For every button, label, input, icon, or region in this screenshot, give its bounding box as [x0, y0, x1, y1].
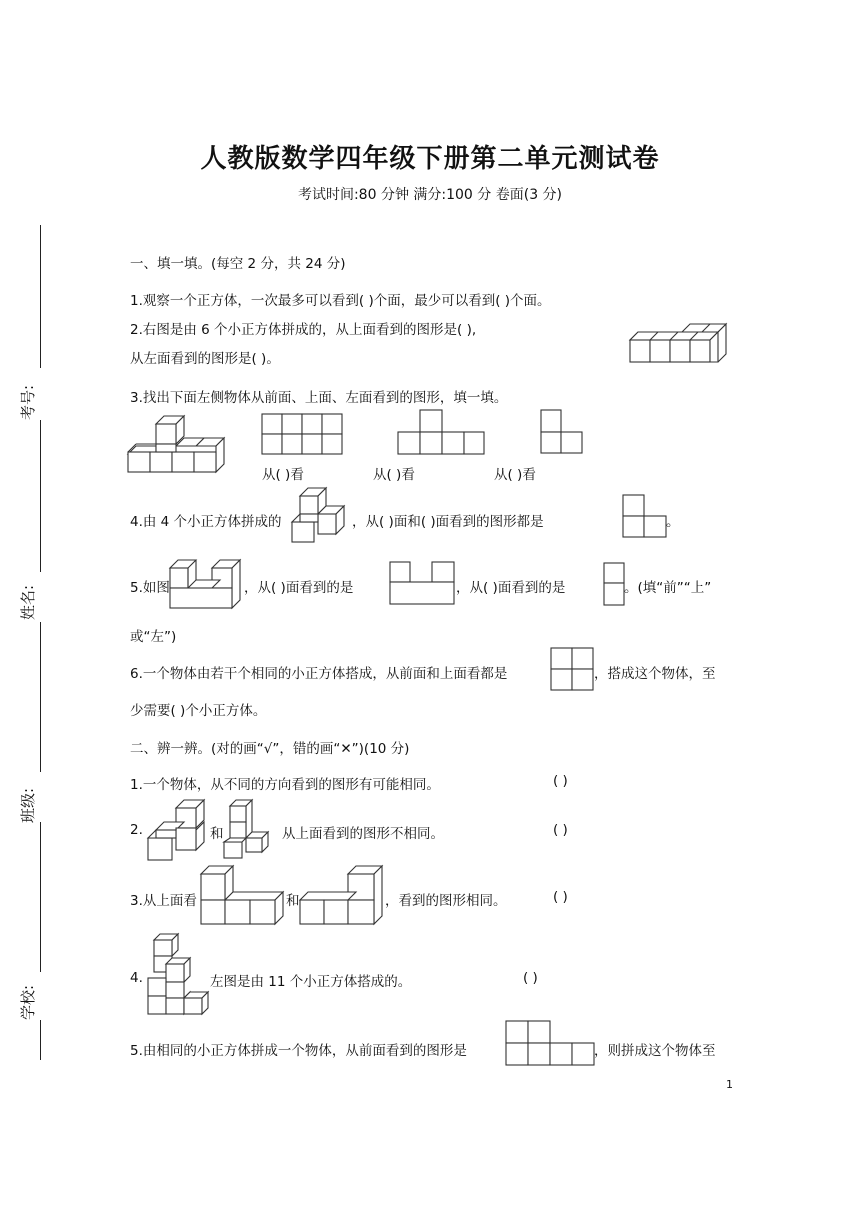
- s1-question-1: 1.观察一个正方体，一次最多可以看到( )个面，最少可以看到( )个面。: [130, 293, 551, 309]
- s1-question-5-d: 。(填“前”“上”: [624, 580, 712, 596]
- binding-line: [40, 225, 41, 368]
- s2-question-1: 1.一个物体，从不同的方向看到的图形有可能相同。: [130, 777, 440, 793]
- s1-question-4-c: 。: [666, 514, 680, 530]
- section1-heading: 一、填一填。(每空 2 分，共 24 分): [130, 256, 346, 272]
- q3-view-grid-c: [541, 410, 587, 456]
- page-number: 1: [726, 1078, 733, 1091]
- figure-s2q2-object-b: [224, 800, 274, 862]
- s1-question-5-b: ，从( )面看到的是: [244, 580, 354, 596]
- label-class: 班级:: [19, 787, 38, 824]
- section2-heading: 二、辨一辨。(对的画“√”，错的画“✕”)(10 分): [130, 741, 410, 757]
- figure-q5-object: [170, 560, 244, 610]
- q3-view-grid-a: [262, 414, 346, 456]
- figure-q3-object: [128, 416, 230, 476]
- s1-question-6-line2: 少需要( )个小正方体。: [130, 703, 267, 719]
- binding-line: [40, 1020, 41, 1060]
- s1-question-2-line1: 2.右图是由 6 个小正方体拼成的，从上面看到的图形是( ),: [130, 322, 477, 338]
- label-exam-number: 考号:: [19, 384, 38, 421]
- q6-view-grid: [551, 648, 597, 692]
- s1-question-6-a: 6.一个物体由若干个相同的小正方体搭成，从前面和上面看都是: [130, 666, 508, 682]
- s2-question-4-a: 4.: [130, 970, 143, 986]
- exam-info: 考试时间:80 分钟 满分:100 分 卷面(3 分): [297, 187, 563, 203]
- s2-question-4-b: 左图是由 11 个小正方体搭成的。: [210, 974, 412, 990]
- figure-s2q2-object-a: [148, 800, 208, 862]
- binding-line: [40, 822, 41, 972]
- s1-question-5-a: 5.如图: [130, 580, 170, 596]
- s1-question-5-c: ，从( )面看到的是: [456, 580, 566, 596]
- label-school: 学校:: [19, 984, 38, 1021]
- s2-question-3-a: 3.从上面看: [130, 893, 197, 909]
- q3-view-label-1: 从( )看: [262, 467, 304, 483]
- s1-question-2-line2: 从左面看到的图形是( )。: [130, 351, 280, 367]
- label-name: 姓名:: [19, 584, 38, 621]
- s2-question-2-b: 和: [210, 826, 224, 842]
- s2-q2-answer[interactable]: ( ): [553, 822, 568, 838]
- s1-question-5-line2: 或“左”): [130, 629, 177, 645]
- s2-question-5-a: 5.由相同的小正方体拼成一个物体，从前面看到的图形是: [130, 1043, 467, 1059]
- figure-s2q3-object-a: [201, 866, 287, 928]
- page-title: 人教版数学四年级下册第二单元测试卷: [200, 144, 660, 174]
- s1-question-4-a: 4.由 4 个小正方体拼成的: [130, 514, 282, 530]
- q4-view-grid: [623, 495, 669, 539]
- figure-cube-row: [630, 322, 730, 364]
- s1-question-6-b: ，搭成这个物体，至: [594, 666, 716, 682]
- figure-s2q3-object-b: [300, 866, 386, 928]
- s1-question-3: 3.找出下面左侧物体从前面、上面、左面看到的图形，填一填。: [130, 390, 508, 406]
- s2q5-front-view: [506, 1021, 596, 1067]
- figure-q4-object: [292, 488, 352, 546]
- s2-q4-answer[interactable]: ( ): [523, 970, 538, 986]
- binding-line: [40, 622, 41, 772]
- binding-line: [40, 420, 41, 572]
- s2-question-3-c: ，看到的图形相同。: [385, 893, 507, 909]
- q3-view-grid-b: [398, 410, 488, 456]
- s1-question-4-b: ，从( )面和( )面看到的图形都是: [352, 514, 544, 530]
- q5-front-view: [390, 562, 458, 608]
- q3-view-label-3: 从( )看: [494, 467, 536, 483]
- s2-q1-answer[interactable]: ( ): [553, 773, 568, 789]
- s2-question-5-b: ，则拼成这个物体至: [594, 1043, 716, 1059]
- s2-question-2-a: 2.: [130, 822, 143, 838]
- s2-question-3-b: 和: [286, 893, 300, 909]
- s2-q3-answer[interactable]: ( ): [553, 889, 568, 905]
- figure-s2q4-object: [148, 934, 210, 1020]
- s2-question-2-c: 从上面看到的图形不相同。: [282, 826, 444, 842]
- q3-view-label-2: 从( )看: [373, 467, 415, 483]
